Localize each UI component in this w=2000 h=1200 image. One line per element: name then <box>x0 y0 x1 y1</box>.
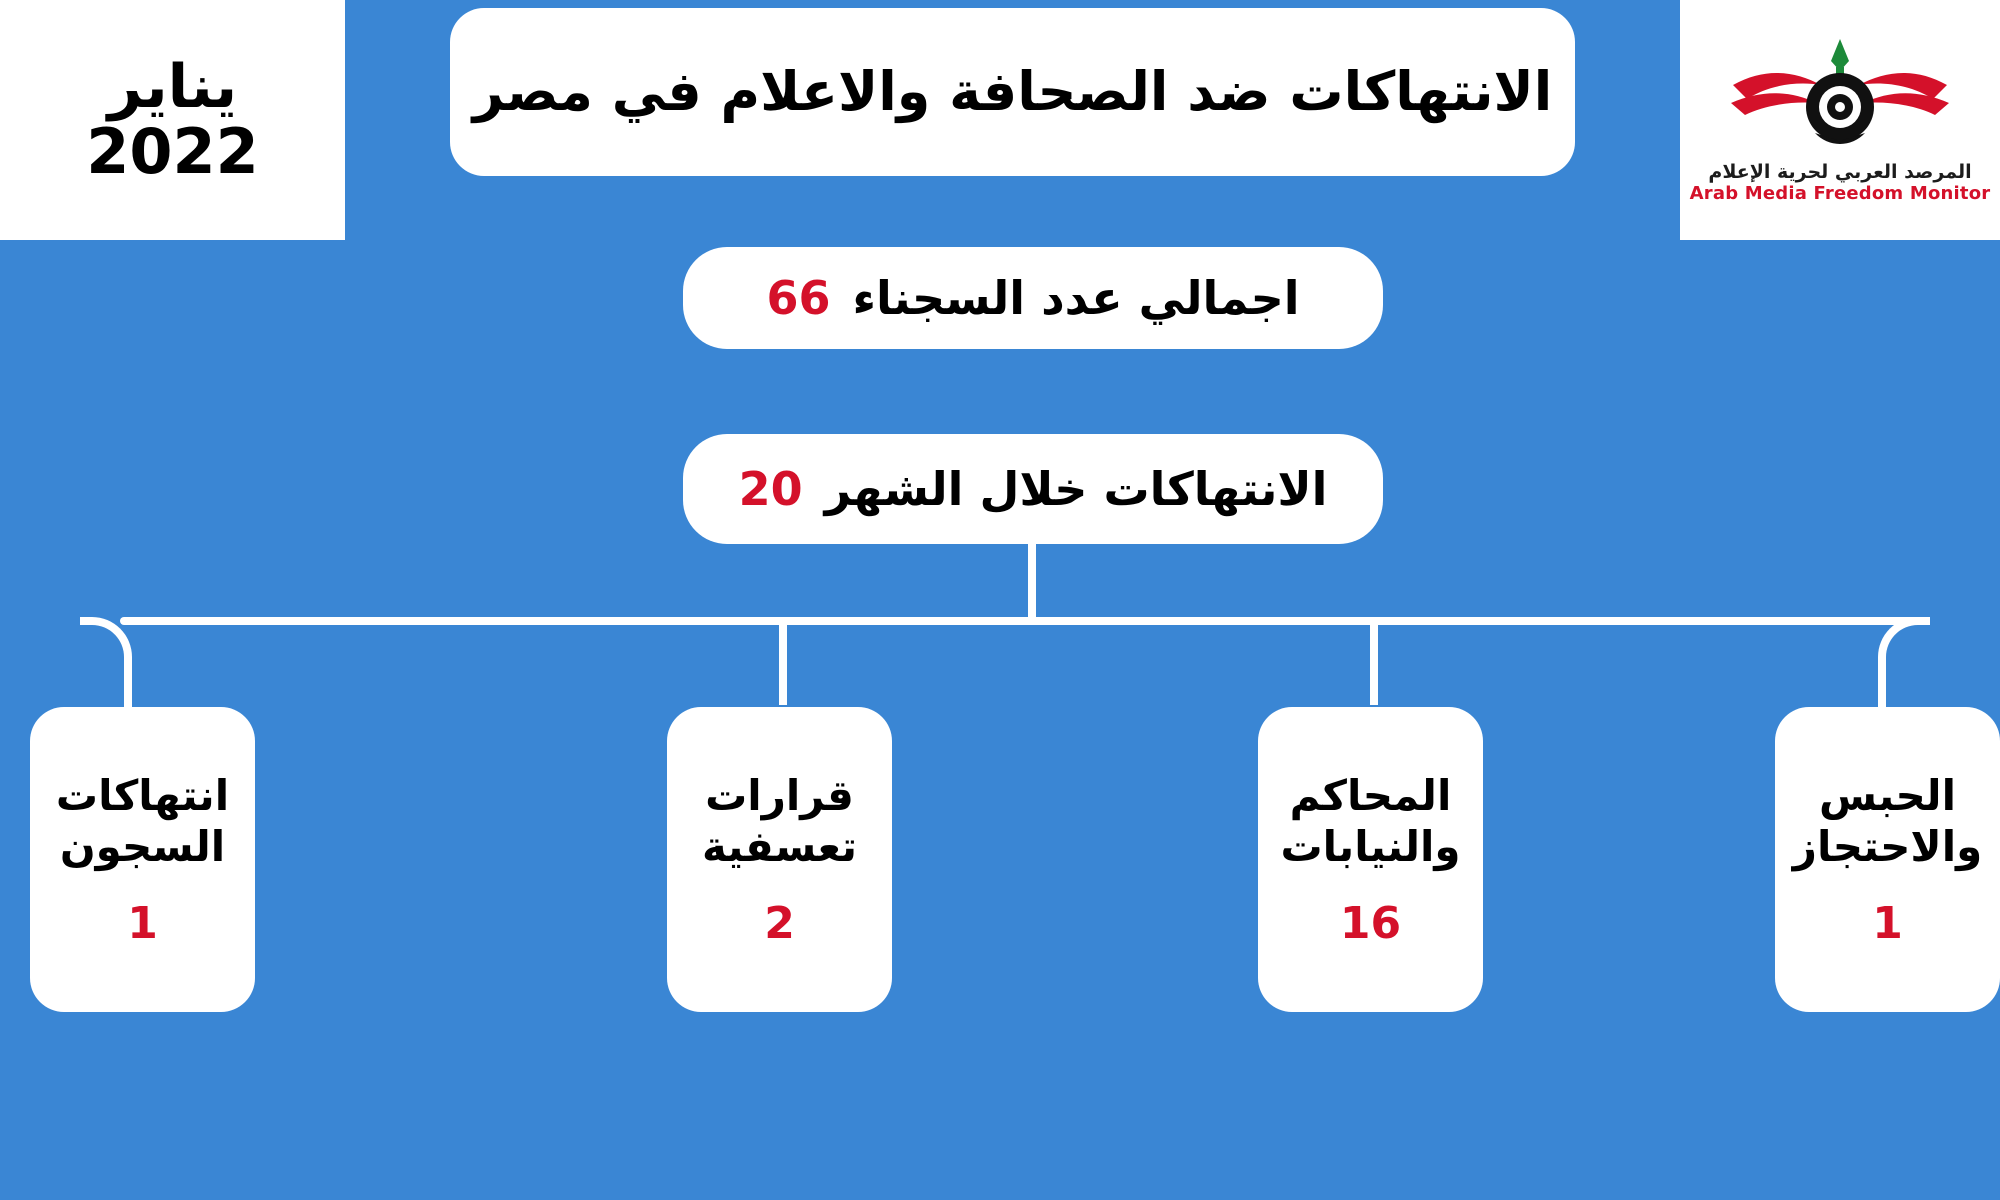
category-card-prison-violations[interactable] <box>30 707 255 1012</box>
connector-trunk-horizontal <box>120 617 1930 625</box>
logo-box <box>1680 0 2000 240</box>
total-prisoners-value: 66 <box>766 271 831 325</box>
monthly-violations-card <box>683 434 1383 544</box>
category-label: المحاكم والنيابات <box>1280 770 1461 871</box>
page-title <box>450 8 1575 176</box>
category-card-courts[interactable] <box>1258 707 1483 1012</box>
page-title-text: الانتهاكات ضد الصحافة والاعلام في مصر <box>472 60 1553 124</box>
category-value: 2 <box>764 898 795 950</box>
logo-name-english: Arab Media Freedom Monitor <box>1689 182 1991 204</box>
logo-name-arabic: المرصد العربي لحرية الإعلام <box>1708 160 1972 183</box>
connector-stem-2 <box>779 620 787 705</box>
category-value: 16 <box>1339 898 1402 950</box>
connector-trunk-vertical <box>1028 544 1036 622</box>
date-year: 2022 <box>86 114 259 188</box>
organization-logo-icon <box>1725 37 1955 157</box>
category-label: انتهاكات السجون <box>55 770 230 871</box>
category-card-detention[interactable] <box>1775 707 2000 1012</box>
category-value: 1 <box>1872 898 1903 950</box>
monthly-violations-label: الانتهاكات خلال الشهر <box>824 462 1328 516</box>
monthly-violations-value: 20 <box>738 462 803 516</box>
connector-curve-right <box>80 617 132 715</box>
date-box <box>0 0 345 240</box>
connector-curve-left <box>1878 617 1930 715</box>
category-value: 1 <box>127 898 158 950</box>
category-card-arbitrary-decisions[interactable] <box>667 707 892 1012</box>
connector-stem-1 <box>1370 620 1378 705</box>
total-prisoners-card <box>683 247 1383 349</box>
category-label: قرارات تعسفية <box>701 770 858 871</box>
total-prisoners-label: اجمالي عدد السجناء <box>852 271 1300 325</box>
date-month: يناير <box>107 51 238 122</box>
category-label: الحبس والاحتجاز <box>1792 770 1983 871</box>
